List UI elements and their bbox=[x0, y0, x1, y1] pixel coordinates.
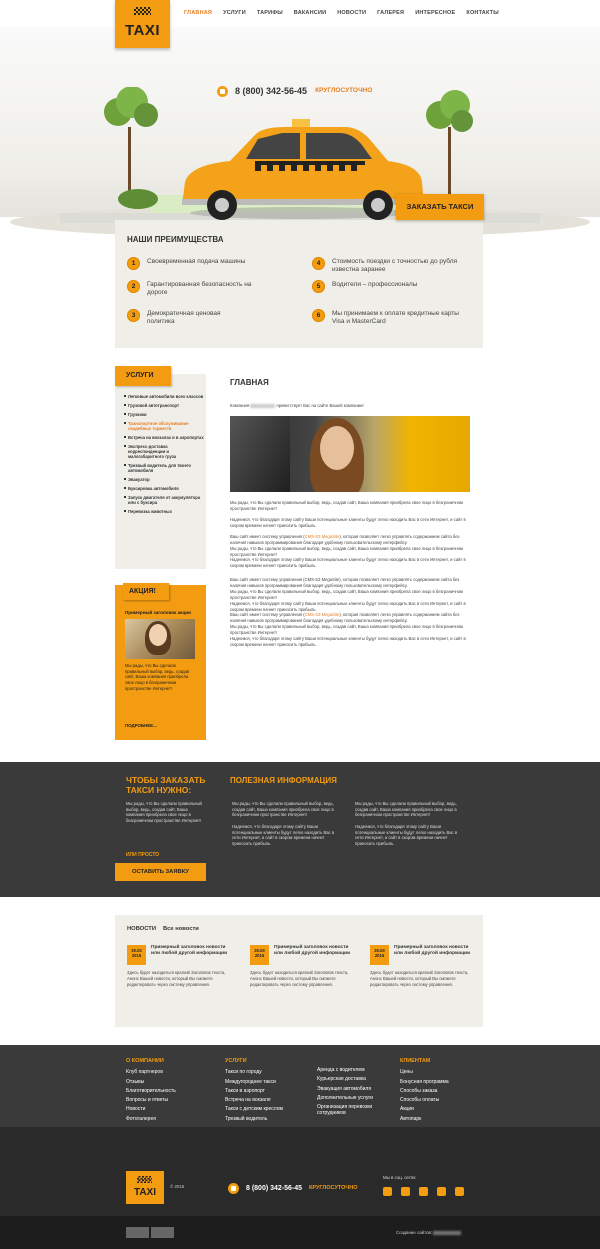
main-content bbox=[230, 378, 470, 653]
advantage-number: 2 bbox=[127, 280, 140, 293]
news-item-title[interactable]: Примерный заголовок новости или любой другой информации bbox=[151, 945, 228, 956]
logo-text: TAXI bbox=[124, 22, 161, 39]
content-paragraph: Мы рады, что Вы сделали правильный выбор, ведь, создав сайт, Ваша компания приобрела свое лицо в безграничном пространстве Интернет! bbox=[230, 588, 463, 600]
checker-icon bbox=[134, 7, 151, 15]
news-item-title[interactable]: Примерный заголовок новости или любой другой информации bbox=[394, 945, 471, 956]
footer-phone bbox=[228, 1183, 357, 1194]
content-paragraph: Ваш сайт имеет систему управления (CMS-S3 MegaSite), которая позволяет легко управлять содержанием сайта без наличия навыков программирования благодаря удобному пользовательскому интерфейсу. bbox=[230, 577, 460, 589]
news-item-title[interactable]: Примерный заголовок новости или любой другой информации bbox=[274, 945, 351, 956]
advantage-number: 1 bbox=[127, 257, 140, 270]
footer-link[interactable]: Эвакуация автомобиля bbox=[317, 1085, 372, 1092]
news-item-text: Здесь будет находиться краткий Заголовок текста, Анонс Вашей новости, который Вы сможете редактировать через систему управления. bbox=[250, 970, 349, 987]
phone-number[interactable]: 8 (800) 342-56-45 bbox=[235, 86, 308, 96]
taxi-driver-photo bbox=[230, 416, 470, 492]
content-paragraph: Надеемся, что благодаря этому сайту Ваши потенциальные клиенты будут легко находить Вас в сети Интернет, и сайт в скором времени начнет приносить прибыль. bbox=[230, 635, 466, 647]
content-paragraph: Мы рады, что Вы сделали правильный выбор, ведь, создав сайт, Ваша компания приобрела свое лицо в безграничном пространстве Интернет! bbox=[230, 545, 463, 557]
advantage-number: 5 bbox=[312, 280, 325, 293]
news-date: 30.03 2015 bbox=[127, 945, 146, 965]
footer-link[interactable]: Автопарк bbox=[400, 1115, 422, 1122]
header-phone bbox=[217, 85, 372, 97]
footer-link[interactable]: Цены bbox=[400, 1069, 413, 1076]
news-title: НОВОСТИ bbox=[127, 926, 156, 932]
nav-item-services[interactable]: УСЛУГИ bbox=[223, 10, 246, 16]
footer-links bbox=[0, 1045, 600, 1127]
info-paragraph: Надеемся, что благодаря этому сайту Ваши потенциальные клиенты будут легко находить Вас в сети Интернет, и сайт в скором времени начнет приносить прибыль. bbox=[355, 824, 458, 847]
footer-link[interactable]: Междугороднее такси bbox=[225, 1078, 276, 1085]
advantage-number: 4 bbox=[312, 257, 325, 270]
page-title: ГЛАВНАЯ bbox=[230, 378, 269, 387]
news-date: 30.03 2015 bbox=[250, 945, 269, 965]
footer-link[interactable]: Такси по городу bbox=[225, 1069, 262, 1076]
footer-link[interactable]: Курьерская доставка bbox=[317, 1076, 366, 1083]
creator-name-blurred[interactable] bbox=[433, 1231, 461, 1235]
services-list-item[interactable]: Встреча на вокзалах и в аэропортах bbox=[124, 435, 204, 440]
info-column bbox=[355, 801, 463, 853]
content-paragraph: Ваш сайт имеет систему управления (CMS-S3 MegaSite), которая позволяет легко управлять содержанием сайта без наличия навыков программирования благодаря удобному пользовательскому интерфейсу. bbox=[230, 612, 460, 624]
advantage-item bbox=[127, 309, 277, 326]
footer-about-column bbox=[126, 1058, 176, 1125]
advantage-text: Своевременная подача машины bbox=[147, 258, 246, 265]
services-list-item[interactable]: Перевозка животных bbox=[124, 509, 204, 514]
footer-clients-title: КЛИЕНТАМ bbox=[400, 1058, 431, 1064]
footer-services-title: УСЛУГИ bbox=[225, 1058, 247, 1064]
content-paragraph: Ваш сайт имеет систему управления (CMS-S3 MegaSite), которая позволяет легко управлять содержанием сайта без наличия навыков программирования благодаря удобному пользовательскому интерфейсу. bbox=[230, 533, 460, 545]
content-paragraph: Надеемся, что благодаря этому сайту Ваши потенциальные клиенты будут легко находить Вас в сети Интернет, и сайт в скором времени начнет приносить прибыль. bbox=[230, 557, 466, 569]
hero-banner bbox=[0, 27, 600, 217]
footer-link[interactable]: Акции bbox=[400, 1106, 414, 1113]
footer-link[interactable]: Трезвый водитель bbox=[225, 1115, 268, 1122]
services-list bbox=[124, 394, 204, 519]
footer-base bbox=[0, 1216, 600, 1249]
sidebar-services-title: УСЛУГИ bbox=[115, 366, 171, 386]
intro-pre: Компания bbox=[230, 402, 250, 408]
site-creator bbox=[396, 1230, 461, 1236]
hours-label: КРУГЛОСУТОЧНО bbox=[315, 86, 373, 94]
copyright: © 2015 bbox=[170, 1184, 185, 1189]
odnoklassniki-icon[interactable] bbox=[455, 1187, 464, 1196]
taxi-car-illustration bbox=[0, 87, 600, 242]
services-list-item[interactable]: Запуск двигателя от аккумулятора или с буксира bbox=[124, 495, 204, 505]
youtube-icon[interactable] bbox=[419, 1187, 428, 1196]
advantage-text: Стоимость поездки с точностью до рубля известна заранее bbox=[332, 258, 458, 273]
footer-link[interactable]: Способы заказа bbox=[400, 1087, 438, 1094]
nav-item-contacts[interactable]: КОНТАКТЫ bbox=[466, 10, 499, 16]
cms-link[interactable]: CMS-S3 MegaSite bbox=[304, 612, 340, 618]
footer-link[interactable]: Новости bbox=[126, 1106, 146, 1113]
promo-text: Мы рады, что Вы сделали правильный выбор, ведь, создав сайт, Ваша компания приобрела свое лицо в безграничном пространстве Интернет! bbox=[125, 663, 190, 691]
services-list-item[interactable]: Грузчики bbox=[124, 412, 204, 417]
advantages-title: НАШИ ПРЕИМУЩЕСТВА bbox=[127, 235, 224, 244]
footer-link[interactable]: Дополнительные услуги bbox=[317, 1094, 373, 1101]
company-name-blurred bbox=[250, 404, 275, 408]
nav-item-vacancies[interactable]: ВАКАНСИИ bbox=[293, 10, 327, 16]
services-list-item[interactable]: Грузовой автотранспорт bbox=[124, 403, 204, 408]
all-news-link[interactable]: Все новости bbox=[163, 926, 199, 932]
nav-item-gallery[interactable]: ГАЛЕРЕЯ bbox=[377, 10, 405, 16]
content-paragraph: Мы рады, что Вы сделали правильный выбор, ведь, создав сайт, Ваша компания приобрела свое лицо в безграничном пространстве Интернет! bbox=[230, 624, 463, 636]
advantage-item bbox=[312, 280, 472, 293]
cms-link[interactable]: CMS-S3 MegaSite bbox=[304, 533, 340, 539]
footer-link[interactable]: Фотогалерея bbox=[126, 1115, 156, 1122]
footer-services-column bbox=[225, 1058, 283, 1125]
useful-info-title: ПОЛЕЗНАЯ ИНФОРМАЦИЯ bbox=[230, 776, 337, 785]
phone-icon bbox=[228, 1183, 239, 1194]
content-paragraph: Мы рады, что Вы сделали правильный выбор, ведь, создав сайт, Ваша компания приобрела свое лицо в безграничном пространстве Интернет! bbox=[230, 500, 463, 512]
checker-icon bbox=[137, 1176, 152, 1183]
footer-link[interactable]: Аренда с водителем bbox=[317, 1067, 365, 1073]
footer-link[interactable]: Организация перевозки сотрудников bbox=[317, 1104, 373, 1117]
services-list-item[interactable]: Экспресс-доставка корреспонденции и малогабаритного груза bbox=[124, 444, 204, 459]
services-list-item[interactable]: Эвакуатор bbox=[124, 477, 204, 482]
intro-post: приветствует Вас на сайте Вашей компании! bbox=[276, 402, 364, 408]
created-label: Создание сайтов: bbox=[396, 1230, 433, 1235]
promo-heading[interactable]: Примерный заголовок акции bbox=[125, 610, 191, 615]
footer-services2-column bbox=[317, 1067, 392, 1120]
main-nav bbox=[184, 10, 510, 17]
footer-link[interactable]: Такси с детским креслом bbox=[225, 1106, 283, 1113]
advantages-section bbox=[115, 220, 483, 348]
vk-icon[interactable] bbox=[383, 1187, 392, 1196]
footer-logo-text: TAXI bbox=[133, 1187, 157, 1198]
services-list-item[interactable]: Легковые автомобили всех классов bbox=[124, 394, 204, 399]
footer-link[interactable]: Способы оплаты bbox=[400, 1097, 440, 1104]
news-item-text: Здесь будет находиться краткий Заголовок текста, Анонс Вашей новости, который Вы сможете редактировать через систему управления. bbox=[370, 970, 469, 987]
footer-link[interactable]: Отзывы bbox=[126, 1078, 145, 1085]
footer-link[interactable]: Благотворительность bbox=[126, 1087, 176, 1094]
advantage-text: Гарантированная безопасность на дороге bbox=[147, 281, 252, 296]
news-item-text: Здесь будет находиться краткий Заголовок текста, Анонс Вашей новости, который Вы сможете редактировать через систему управления. bbox=[127, 970, 226, 987]
promo-title: АКЦИЯ! bbox=[123, 583, 169, 600]
advantage-item bbox=[127, 257, 277, 270]
promo-image bbox=[125, 619, 195, 659]
intro-line bbox=[230, 403, 470, 409]
nav-item-tariffs[interactable]: ТАРИФЫ bbox=[256, 10, 283, 16]
footer-logo[interactable] bbox=[126, 1171, 164, 1204]
counter-badge[interactable] bbox=[126, 1227, 149, 1238]
advantage-text: Водители – профессионалы bbox=[332, 281, 418, 288]
social-label: Мы в соц. сетях: bbox=[383, 1175, 417, 1180]
advantage-item bbox=[127, 280, 277, 297]
footer-link[interactable]: Вопросы и ответы bbox=[126, 1097, 169, 1104]
content-paragraph: Надеемся, что благодаря этому сайту Ваши потенциальные клиенты будут легко находить Вас в сети Интернет, и сайт в скором времени начнет приносить прибыль. bbox=[230, 600, 466, 612]
services-list-item[interactable]: Буксировка автомобиля bbox=[124, 486, 204, 491]
advantage-number: 3 bbox=[127, 309, 140, 322]
sidebar-services bbox=[115, 374, 206, 569]
nav-item-home[interactable]: ГЛАВНАЯ bbox=[184, 10, 213, 16]
how-to-order-text: Мы рады, что Вы сделали правильный выбор, ведь, создав сайт, Ваша компания приобрела свое лицо в безграничном пространстве Интернет! bbox=[126, 801, 202, 824]
advantage-text: Демократичная ценовая политика bbox=[147, 310, 221, 325]
promo-more-link[interactable]: ПОДРОБНЕЕ... bbox=[125, 723, 157, 728]
footer-link[interactable]: Встреча на вокзале bbox=[225, 1097, 271, 1104]
services-list-item-active[interactable]: Транспортное обслуживание свадебных торжеств bbox=[124, 421, 204, 431]
news-date: 30.03 2015 bbox=[370, 945, 389, 965]
facebook-icon[interactable] bbox=[401, 1187, 410, 1196]
footer-clients-column bbox=[400, 1058, 449, 1125]
info-column bbox=[232, 801, 340, 853]
top-bar bbox=[0, 0, 600, 27]
info-paragraph: Надеемся, что благодаря этому сайту Ваши потенциальные клиенты будут легко находить Вас в сети Интернет, и сайт в скором времени начнет приносить прибыль. bbox=[232, 824, 335, 847]
advantage-item bbox=[312, 257, 472, 274]
promo-block bbox=[115, 585, 206, 740]
footer-link[interactable]: Клуб партнеров bbox=[126, 1069, 163, 1076]
footer-bottom bbox=[0, 1127, 600, 1216]
site-logo[interactable] bbox=[115, 0, 170, 48]
services-list-item[interactable]: Трезвый водитель для твоего автомобиля bbox=[124, 463, 204, 473]
advantage-number: 6 bbox=[312, 309, 325, 322]
phone-icon bbox=[217, 86, 228, 97]
footer-about-title: О КОМПАНИИ bbox=[126, 1058, 164, 1064]
news-section bbox=[115, 915, 483, 1027]
counter-badge[interactable] bbox=[151, 1227, 174, 1238]
footer-link[interactable]: Бонусная программа bbox=[400, 1078, 449, 1085]
footer-hours-label: КРУГЛОСУТОЧНО bbox=[309, 1184, 358, 1191]
or-label: ИЛИ ПРОСТО bbox=[126, 852, 160, 858]
info-paragraph: Мы рады, что Вы сделали правильный выбор, ведь, создав сайт, Ваша компания приобрела свое лицо в безграничном пространстве Интернет! bbox=[355, 801, 457, 818]
advantage-text: Мы принимаем к оплате кредитные карты Visa и MasterCard bbox=[332, 310, 459, 325]
info-paragraph: Мы рады, что Вы сделали правильный выбор, ведь, создав сайт, Ваша компания приобрела свое лицо в безграничном пространстве Интернет! bbox=[232, 801, 334, 818]
advantage-item bbox=[312, 309, 472, 326]
leave-request-button[interactable]: ОСТАВИТЬ ЗАЯВКУ bbox=[115, 863, 206, 881]
footer-phone-number[interactable]: 8 (800) 342-56-45 bbox=[246, 1184, 303, 1192]
social-links bbox=[383, 1187, 464, 1196]
nav-item-interesting[interactable]: ИНТЕРЕСНОЕ bbox=[415, 10, 456, 16]
nav-item-news[interactable]: НОВОСТИ bbox=[337, 10, 367, 16]
counter-badges bbox=[126, 1227, 174, 1238]
how-to-order-title: ЧТОБЫ ЗАКАЗАТЬ ТАКСИ НУЖНО: bbox=[126, 775, 206, 795]
order-taxi-button[interactable]: ЗАКАЗАТЬ ТАКСИ bbox=[396, 194, 484, 220]
content-paragraph: Надеемся, что благодаря этому сайту Ваши потенциальные клиенты будут легко находить Вас в сети Интернет, и сайт в скором времени начнет приносить прибыль. bbox=[230, 517, 466, 529]
footer-link[interactable]: Такси в аэропорт bbox=[225, 1087, 265, 1094]
instagram-icon[interactable] bbox=[437, 1187, 446, 1196]
